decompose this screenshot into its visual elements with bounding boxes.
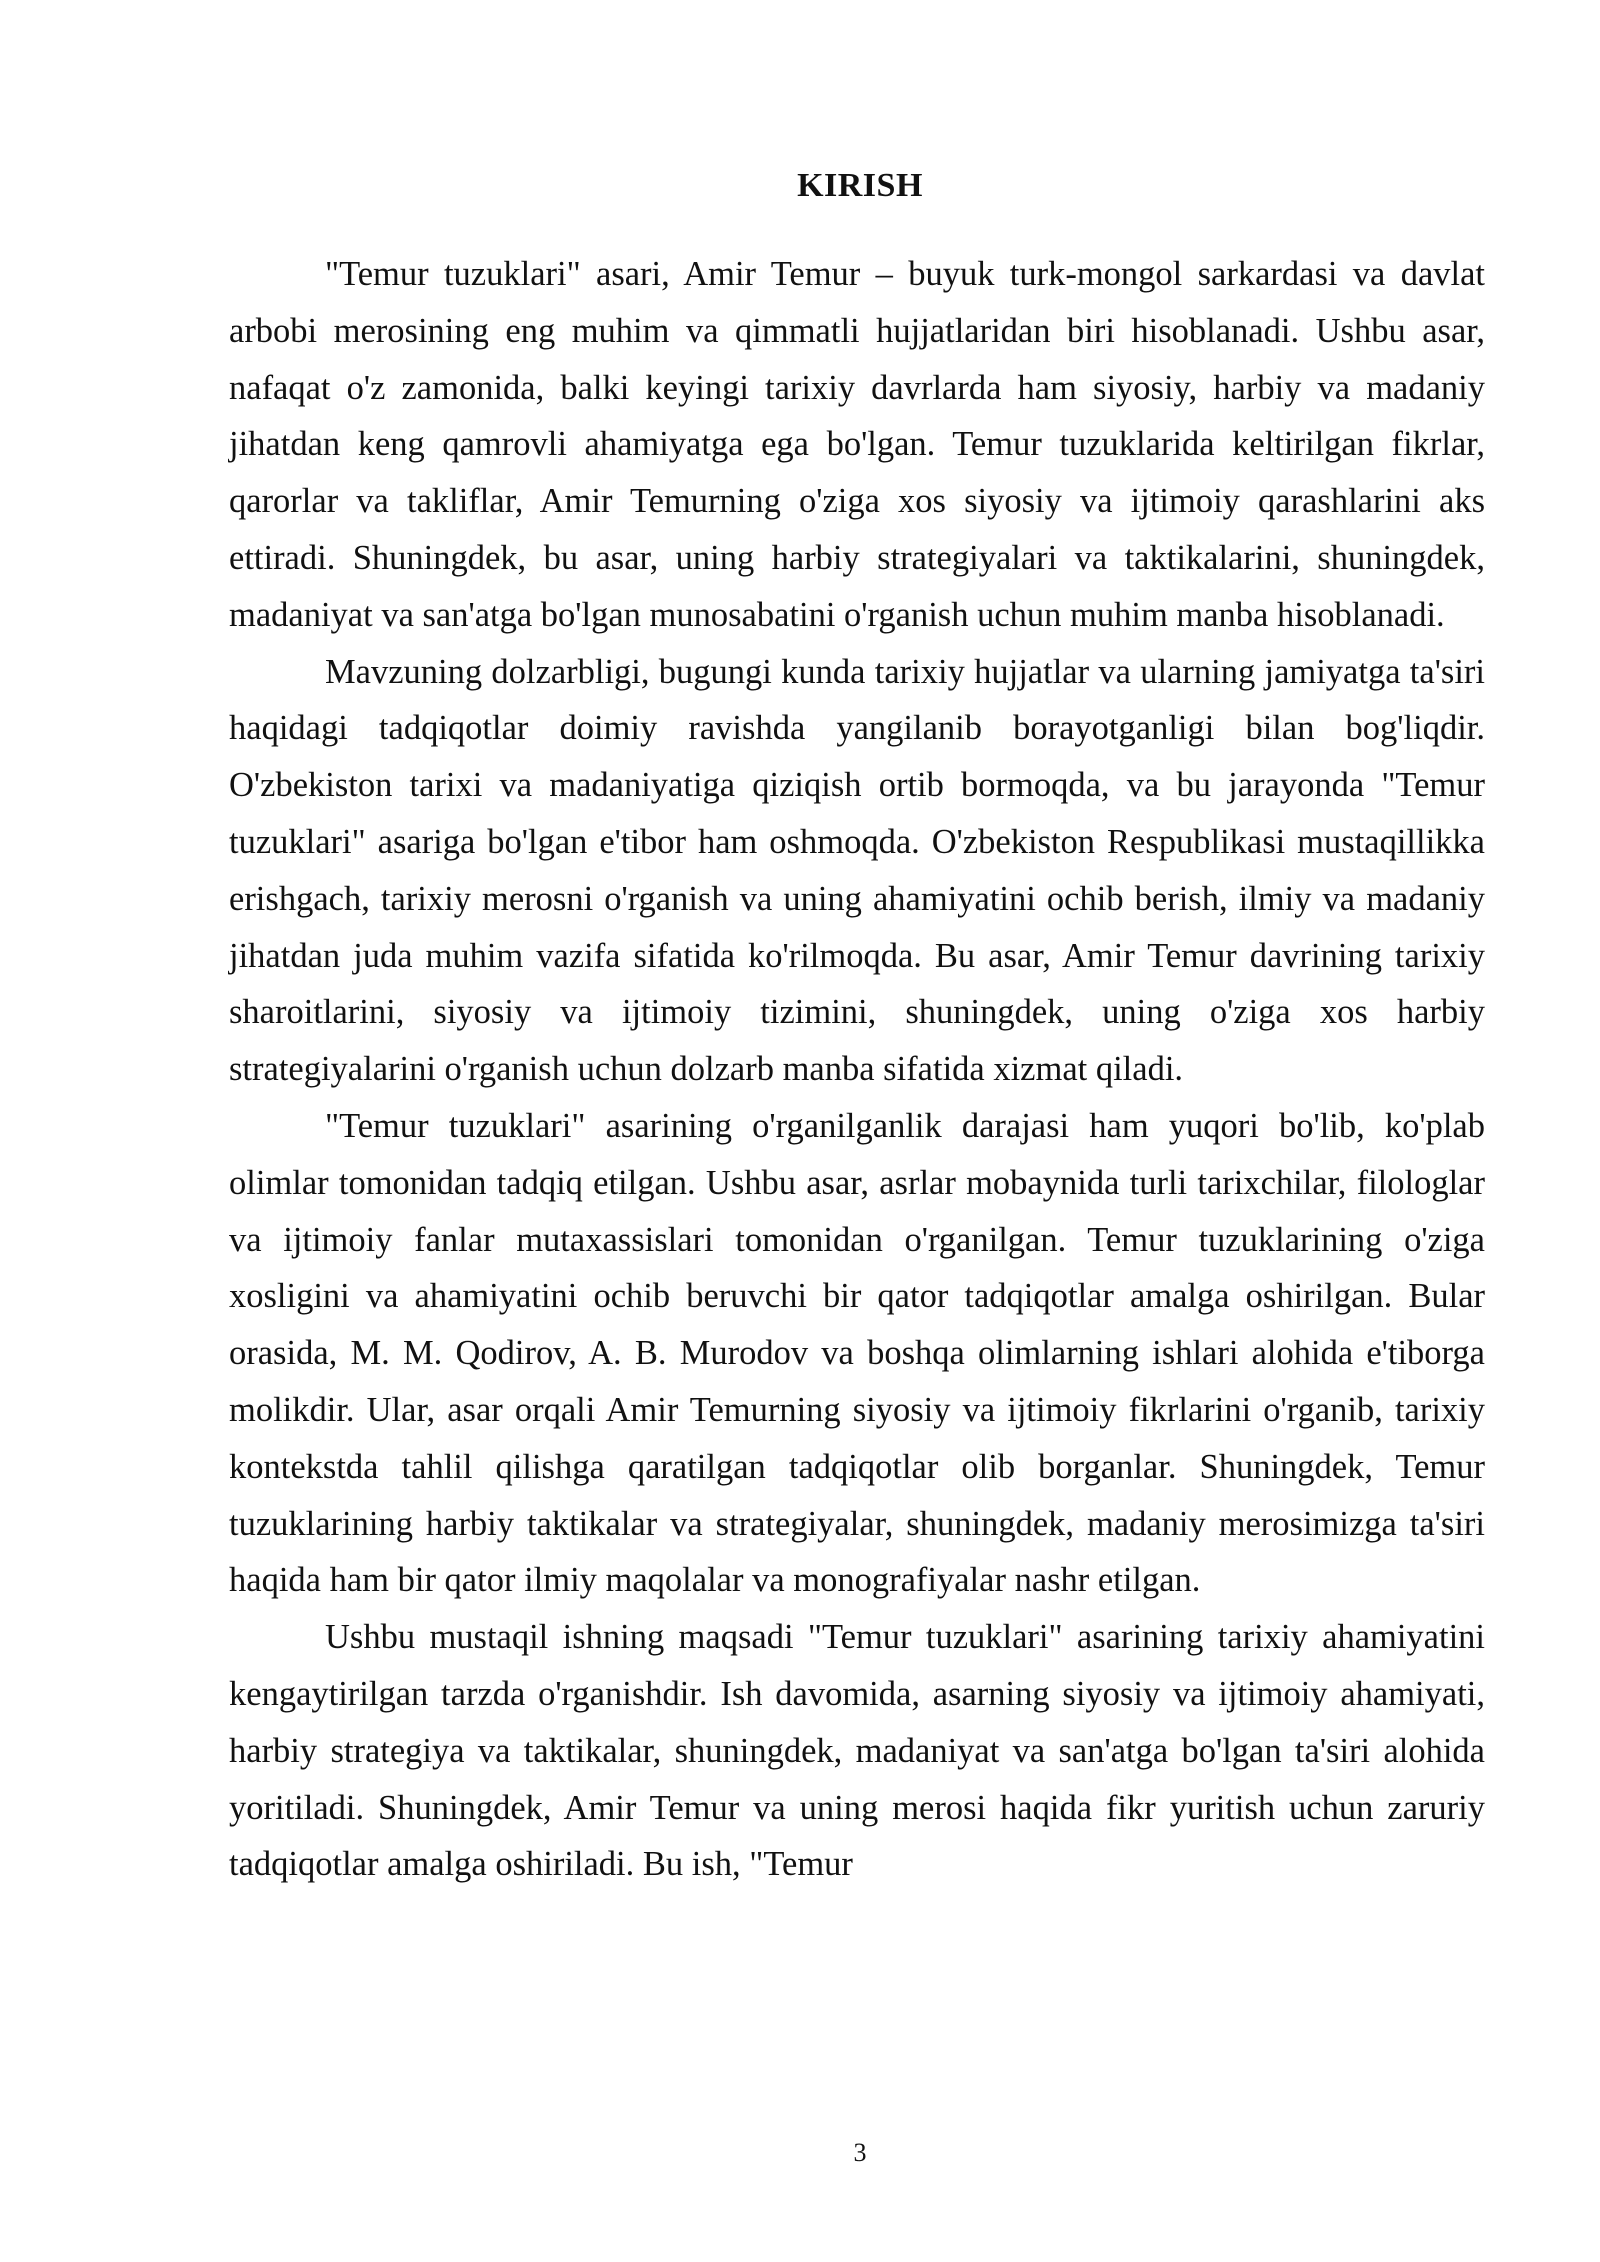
body-text xyxy=(229,246,1485,1893)
paragraph-goal: Ushbu mustaqil ishning maqsadi "Temur tuzuklari" asarining tarixiy ahamiyatini kengaytirilgan tarzda o'rganishdir. Ish davomida, asarning siyosiy va ijtimoiy ahamiyati, harbiy strategiya va taktikalar, shuningdek, madaniyat va san'atga bo'lgan ta'siri alohida yoritiladi. Shuningdek, Amir Temur va uning merosi haqida fikr yuritish uchun zaruriy tadqiqotlar amalga oshiriladi. Bu ish, "Temur xyxy=(229,1618,1485,1884)
section-title: KIRISH xyxy=(797,167,923,204)
paragraph-study-degree: "Temur tuzuklari" asarining o'rganilganlik darajasi ham yuqori bo'lib, ko'plab olimlar tomonidan tadqiq etilgan. Ushbu asar, asrlar mobaynida turli tarixchilar, filologlar va ijtimoiy fanlar mutaxassislari tomonidan o'rganilgan. Temur tuzuklarining o'ziga xosligini va ahamiyatini ochib beruvchi bir qator tadqiqotlar amalga oshirilgan. Bular orasida, M. M. Qodirov, A. B. Murodov va boshqa olimlarning ishlari alohida e'tiborga molikdir. Ular, asar orqali Amir Temurning siyosiy va ijtimoiy fikrlarini o'rganib, tarixiy kontekstda tahlil qilishga qaratilgan tadqiqotlar olib borganlar. Shuningdek, Temur tuzuklarining harbiy taktikalar va strategiyalar, shuningdek, madaniy merosimizga ta'siri haqida ham bir qator ilmiy maqolalar va monografiyalar nashr etilgan. xyxy=(229,1106,1485,1600)
paragraph-intro: "Temur tuzuklari" asari, Amir Temur – buyuk turk-mongol sarkardasi va davlat arbobi merosining eng muhim va qimmatli hujjatlaridan biri hisoblanadi. Ushbu asar, nafaqat o'z zamonida, balki keyingi tarixiy davrlarda ham siyosiy, harbiy va madaniy jihatdan keng qamrovli ahamiyatga ega bo'lgan. Temur tuzuklarida keltirilgan fikrlar, qarorlar va takliflar, Amir Temurning o'ziga xos siyosiy va ijtimoiy qarashlarini aks ettiradi. Shuningdek, bu asar, uning harbiy strategiyalari va taktikalarini, shuningdek, madaniyat va san'atga bo'lgan munosabatini o'rganish uchun muhim manba hisoblanadi. xyxy=(229,255,1485,634)
page-number: 3 xyxy=(853,2138,867,2167)
paragraph-relevance: Mavzuning dolzarbligi, bugungi kunda tarixiy hujjatlar va ularning jamiyatga ta'siri haqidagi tadqiqotlar doimiy ravishda yangilanib borayotganligi bilan bog'liqdir. O'zbekiston tarixi va madaniyatiga qiziqish ortib bormoqda, va bu jarayonda "Temur tuzuklari" asariga bo'lgan e'tibor ham oshmoqda. O'zbekiston Respublikasi mustaqillikka erishgach, tarixiy merosni o'rganish va uning ahamiyatini ochib berish, ilmiy va madaniy jihatdan juda muhim vazifa sifatida ko'rilmoqda. Bu asar, Amir Temur davrining tarixiy sharoitlarini, siyosiy va ijtimoiy tizimini, shuningdek, uning o'ziga xos harbiy strategiyalarini o'rganish uchun dolzarb manba sifatida xizmat qiladi. xyxy=(229,652,1485,1089)
